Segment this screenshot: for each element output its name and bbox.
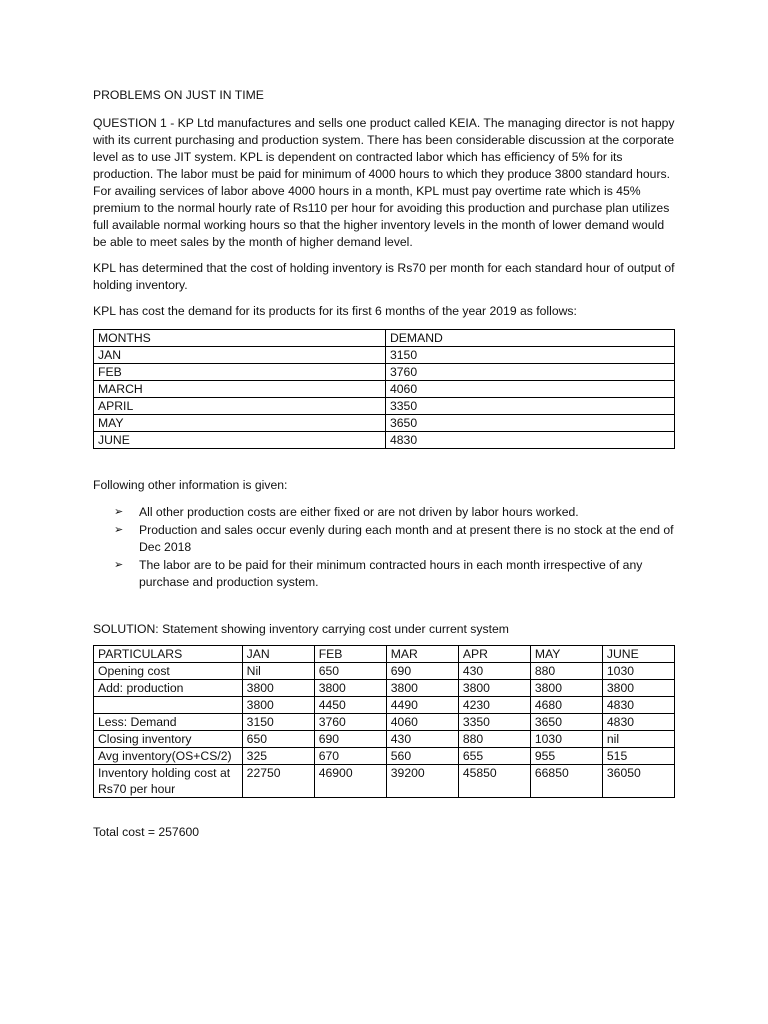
demand-cell: 3650: [386, 415, 675, 432]
bullet-text: The labor are to be paid for their minimum contracted hours in each month irrespective of any purchase and production system.: [139, 558, 643, 589]
particulars-cell: Inventory holding cost at Rs70 per hour: [94, 765, 243, 798]
value-cell: 3800: [314, 680, 386, 697]
value-cell: nil: [602, 731, 674, 748]
question-paragraph: QUESTION 1 - KP Ltd manufactures and sells one product called KEIA. The managing director is not happy with its current purchasing and production system. There has been considerable discussion at the corporate level as to use JIT system. KPL is dependent on contracted labor which has efficiency of 5% for its production. The labor must be paid for minimum of 4000 hours to which they produce 3800 standard hours. For availing services of labor above 4000 hours in a month, KPL must pay overtime rate which is 45% premium to the normal hourly rate of Rs110 per hour for avoiding this production and purchase plan utilizes full available normal working hours so that the higher inventory levels in the month of lower demand would be able to meet sales by the month of higher demand level.: [93, 116, 675, 249]
particulars-cell: Add: production: [94, 680, 243, 697]
header-apr: APR: [458, 646, 530, 663]
bullet-text: All other production costs are either fixed or are not driven by labor hours worked.: [139, 505, 579, 519]
table-row: [94, 663, 675, 680]
header-june: JUNE: [602, 646, 674, 663]
value-cell: 4450: [314, 697, 386, 714]
header-particulars: PARTICULARS: [94, 646, 243, 663]
info-bullet-list: [93, 504, 675, 591]
value-cell: 4680: [530, 697, 602, 714]
value-cell: 22750: [242, 765, 314, 798]
particulars-cell: Less: Demand: [94, 714, 243, 731]
value-cell: 3800: [242, 697, 314, 714]
value-cell: 4060: [386, 714, 458, 731]
demand-cell: 3350: [386, 398, 675, 415]
value-cell: 1030: [602, 663, 674, 680]
solution-table-header: [94, 646, 675, 663]
solution-table: [93, 645, 675, 798]
demand-intro: KPL has cost the demand for its products for its first 6 months of the year 2019 as follows:: [93, 304, 577, 318]
list-item: [93, 557, 675, 591]
document-title: PROBLEMS ON JUST IN TIME: [93, 88, 264, 102]
value-cell: 3800: [602, 680, 674, 697]
demand-cell: 4060: [386, 381, 675, 398]
month-cell: APRIL: [94, 398, 386, 415]
value-cell: 3350: [458, 714, 530, 731]
value-cell: 3800: [458, 680, 530, 697]
month-cell: JUNE: [94, 432, 386, 449]
value-cell: 690: [386, 663, 458, 680]
table-row: [94, 364, 675, 381]
table-row: [94, 381, 675, 398]
value-cell: 3800: [386, 680, 458, 697]
value-cell: 66850: [530, 765, 602, 798]
value-cell: 955: [530, 748, 602, 765]
value-cell: 3800: [530, 680, 602, 697]
month-cell: MARCH: [94, 381, 386, 398]
value-cell: 650: [242, 731, 314, 748]
table-row: [94, 697, 675, 714]
value-cell: 4230: [458, 697, 530, 714]
value-cell: 690: [314, 731, 386, 748]
holding-cost-paragraph: KPL has determined that the cost of holding inventory is Rs70 per month for each standard hour of output of holding inventory.: [93, 261, 675, 292]
value-cell: 4830: [602, 697, 674, 714]
demand-header-demand: DEMAND: [386, 330, 675, 347]
document-page: [93, 87, 675, 841]
value-cell: 3650: [530, 714, 602, 731]
particulars-cell: Avg inventory(OS+CS/2): [94, 748, 243, 765]
value-cell: 4830: [602, 714, 674, 731]
table-row: [94, 765, 675, 798]
value-cell: 515: [602, 748, 674, 765]
value-cell: 3760: [314, 714, 386, 731]
value-cell: 430: [386, 731, 458, 748]
value-cell: 1030: [530, 731, 602, 748]
table-row: [94, 432, 675, 449]
value-cell: 4490: [386, 697, 458, 714]
value-cell: 325: [242, 748, 314, 765]
particulars-cell: Closing inventory: [94, 731, 243, 748]
value-cell: 880: [530, 663, 602, 680]
demand-table: [93, 329, 675, 449]
value-cell: 880: [458, 731, 530, 748]
header-may: MAY: [530, 646, 602, 663]
value-cell: 655: [458, 748, 530, 765]
table-row: [94, 714, 675, 731]
demand-cell: 4830: [386, 432, 675, 449]
table-row: [94, 680, 675, 697]
demand-table-header: [94, 330, 675, 347]
value-cell: 3800: [242, 680, 314, 697]
demand-cell: 3760: [386, 364, 675, 381]
total-cost: Total cost = 257600: [93, 825, 200, 839]
arrow-bullet-icon: ➢: [114, 506, 124, 518]
table-row: [94, 748, 675, 765]
header-jan: JAN: [242, 646, 314, 663]
info-heading: Following other information is given:: [93, 478, 288, 492]
table-row: [94, 415, 675, 432]
value-cell: 560: [386, 748, 458, 765]
header-mar: MAR: [386, 646, 458, 663]
table-row: [94, 398, 675, 415]
demand-cell: 3150: [386, 347, 675, 364]
value-cell: 45850: [458, 765, 530, 798]
month-cell: MAY: [94, 415, 386, 432]
value-cell: Nil: [242, 663, 314, 680]
value-cell: 3150: [242, 714, 314, 731]
particulars-cell: [94, 697, 243, 714]
header-feb: FEB: [314, 646, 386, 663]
value-cell: 430: [458, 663, 530, 680]
arrow-bullet-icon: ➢: [114, 524, 124, 536]
list-item: [93, 504, 675, 521]
value-cell: 670: [314, 748, 386, 765]
table-row: [94, 347, 675, 364]
arrow-bullet-icon: ➢: [114, 559, 124, 571]
value-cell: 39200: [386, 765, 458, 798]
solution-heading: SOLUTION: Statement showing inventory carrying cost under current system: [93, 622, 509, 636]
month-cell: JAN: [94, 347, 386, 364]
demand-header-months: MONTHS: [94, 330, 386, 347]
list-item: [93, 522, 675, 556]
month-cell: FEB: [94, 364, 386, 381]
table-row: [94, 731, 675, 748]
particulars-cell: Opening cost: [94, 663, 243, 680]
value-cell: 36050: [602, 765, 674, 798]
bullet-text: Production and sales occur evenly during each month and at present there is no stock at the end of Dec 2018: [139, 523, 674, 554]
value-cell: 46900: [314, 765, 386, 798]
value-cell: 650: [314, 663, 386, 680]
